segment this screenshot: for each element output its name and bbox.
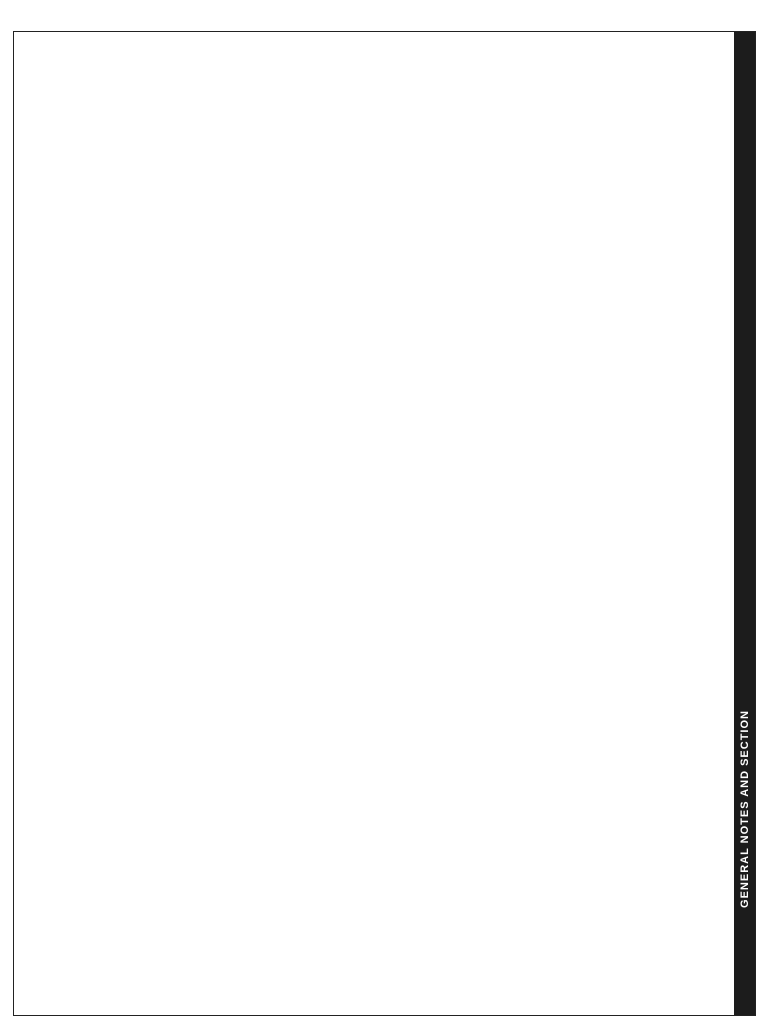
sheet-title: GENERAL NOTES AND SECTION bbox=[738, 710, 751, 908]
drawing-area bbox=[14, 32, 736, 1015]
drawing-sheet bbox=[13, 31, 756, 1016]
title-strip bbox=[734, 32, 755, 1015]
